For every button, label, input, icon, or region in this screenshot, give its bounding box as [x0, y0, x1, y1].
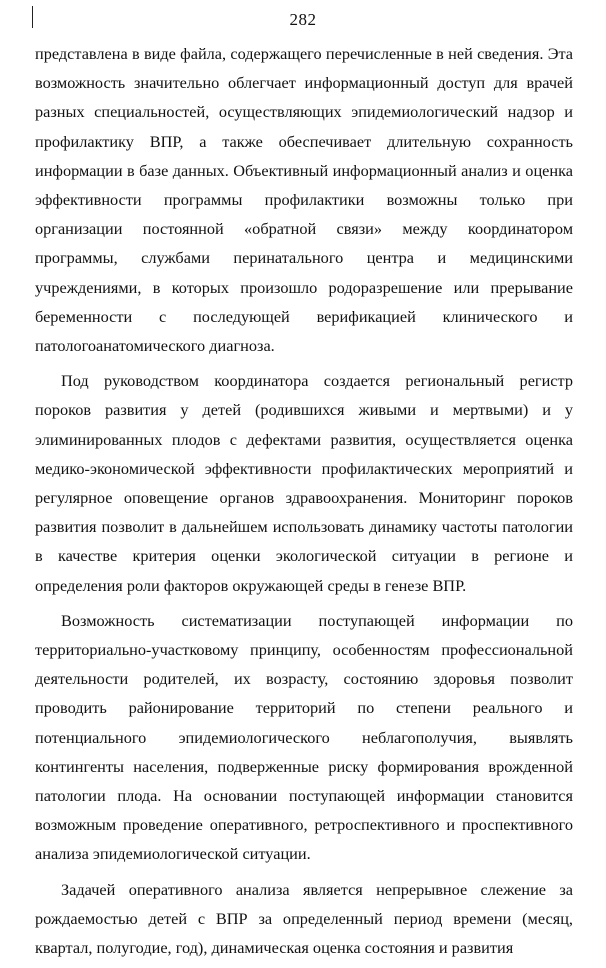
paragraph-2: Под руководством координатора создается региональный регистр пороков развития у детей (родившихся живыми и мертвыми) и у элиминированных плодов с дефектами развития, осуществляется оценка медико-экономической эффективности профилактических мероприятий и регулярное оповещение органов здравоохранения. Мониторинг пороков развития позволит в дальнейшем использовать динамику частоты патологии в качестве критерия оценки экологической ситуации в регионе и определения роли факторов окружающей среды в генезе ВПР.: [35, 371, 573, 595]
paragraph-1: представлена в виде файла, содержащего перечисленные в ней сведения. Эта возможность значительно облегчает информационный доступ для врачей разных специальностей, осуществляющих эпидемиологический надзор и профилактику ВПР, а также обеспечивает длительную сохранность информации в базе данных. Объективный информационный анализ и оценка эффективности программы профилактики возможны только при организации постоянной «обратной связи» между координатором программы, службами перинатального центра и медицинскими учреждениями, в которых произошло родоразрешение или прерывание беременности с последующей верификацией клинического и патологоанатомического диагноза.: [35, 44, 573, 356]
paragraph-3: Возможность систематизации поступающей информации по территориально-участковому принципу, особенностям профессиональной деятельности родителей, их возрасту, состоянию здоровья позволит проводить районирование территорий по степени реального и потенциального эпидемиологического неблагополучия, выявлять контингенты населения, подверженные риску формирования врожденной патологии плода. На основании поступающей информации становится возможным проведение оперативного, ретроспективного и проспективного анализа эпидемиологической ситуации.: [35, 610, 573, 864]
page-number: 282: [289, 10, 317, 29]
paragraph-4: Задачей оперативного анализа является непрерывное слежение за рождаемостью детей с ВПР за определенный период времени (месяц, квартал, полугодие, год), динамическая оценка состояния и развития: [35, 879, 573, 958]
body-text: [35, 39, 573, 968]
